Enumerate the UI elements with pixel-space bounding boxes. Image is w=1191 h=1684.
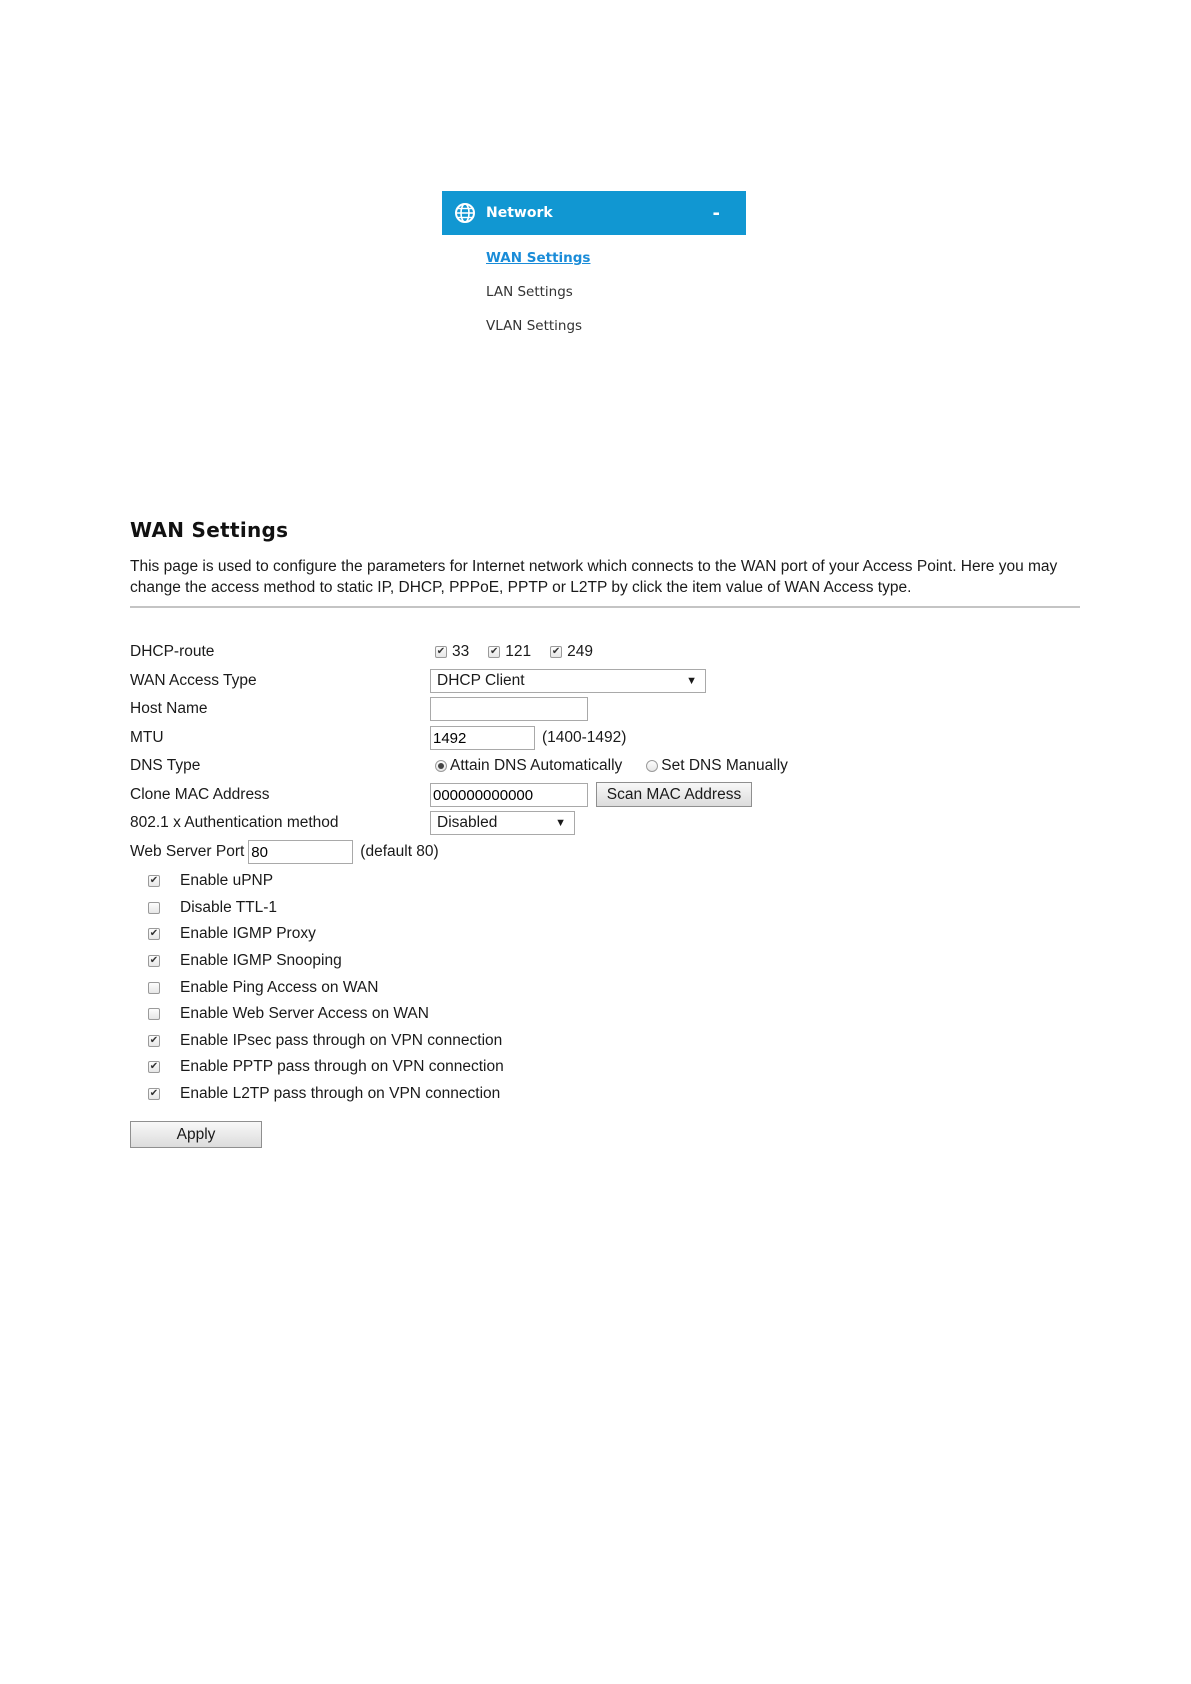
scan-mac-address-button[interactable]: Scan MAC Address: [596, 782, 752, 807]
auth-method-value: Disabled: [437, 814, 498, 832]
option-igmp-snooping: [148, 948, 1080, 975]
web-server-port-hint: (default 80): [360, 842, 439, 860]
enable-upnp-checkbox[interactable]: ✔: [149, 875, 159, 887]
ping-access-wan-checkbox[interactable]: [148, 982, 160, 994]
dns-auto-label: Attain DNS Automatically: [450, 757, 623, 775]
dhcp-route-row: [130, 638, 1080, 667]
dhcp-route-checkbox[interactable]: ✔: [551, 646, 561, 658]
option-igmp-proxy: [148, 921, 1080, 948]
web-server-access-wan-label: Enable Web Server Access on WAN: [180, 1005, 429, 1023]
wan-access-type-value: DHCP Client: [437, 671, 525, 689]
igmp-snooping-label: Enable IGMP Snooping: [180, 952, 342, 970]
dhcp-route-option: [488, 643, 531, 661]
dns-auto-option[interactable]: [435, 757, 622, 775]
mtu-range-hint: (1400-1492): [542, 728, 627, 746]
option-pptp-passthrough: [148, 1054, 1080, 1081]
auth-method-row: [130, 809, 1080, 838]
network-menu: [442, 191, 746, 343]
pptp-passthrough-checkbox[interactable]: ✔: [149, 1061, 159, 1073]
web-server-port-row: [130, 838, 1080, 867]
dhcp-route-checkbox[interactable]: ✔: [436, 646, 446, 658]
network-menu-title: Network: [486, 205, 553, 221]
menu-item-wan-settings[interactable]: WAN Settings: [486, 250, 591, 266]
igmp-proxy-label: Enable IGMP Proxy: [180, 925, 316, 943]
dns-manual-label: Set DNS Manually: [661, 757, 788, 775]
l2tp-passthrough-label: Enable L2TP pass through on VPN connection: [180, 1085, 501, 1103]
option-ping-access-wan: [148, 974, 1080, 1001]
dns-manual-radio[interactable]: [646, 760, 658, 772]
web-server-port-label: Web Server Port: [130, 842, 245, 860]
mtu-row: [130, 724, 1080, 753]
option-l2tp-passthrough: [148, 1081, 1080, 1108]
mtu-input[interactable]: [430, 726, 535, 750]
host-name-label: Host Name: [130, 700, 208, 718]
clone-mac-input[interactable]: [430, 783, 588, 807]
wan-access-type-select[interactable]: [430, 669, 706, 693]
dhcp-route-option: [435, 643, 469, 661]
ping-access-wan-label: Enable Ping Access on WAN: [180, 978, 379, 996]
dhcp-route-options: [430, 643, 607, 661]
page-description: This page is used to configure the parameters for Internet network which connects to the WAN port of your Access Point. Here you may change the access method to static IP, DHCP, PPPoE, PPTP or L2TP by click the item value of WAN Access type.: [130, 558, 1058, 596]
dhcp-route-value: 249: [567, 643, 593, 661]
apply-button[interactable]: Apply: [130, 1121, 262, 1148]
menu-item-vlan-settings[interactable]: VLAN Settings: [486, 318, 583, 334]
wan-options-list: [130, 868, 1080, 1107]
dhcp-route-checkbox[interactable]: ✔: [490, 646, 499, 658]
page-title: WAN Settings: [130, 518, 289, 542]
dhcp-route-option: [550, 643, 593, 661]
mtu-field: [430, 726, 626, 750]
enable-upnp-label: Enable uPNP: [180, 872, 274, 890]
clone-mac-label: Clone MAC Address: [130, 785, 270, 803]
dns-type-options: [430, 757, 812, 775]
clone-mac-field: [430, 782, 752, 807]
auth-method-select[interactable]: [430, 811, 575, 835]
wan-access-type-label: WAN Access Type: [130, 671, 257, 689]
host-name-row: [130, 695, 1080, 724]
dhcp-route-value: 33: [452, 643, 470, 661]
divider: [130, 606, 1080, 608]
option-enable-upnp: [148, 868, 1080, 895]
wan-settings-form: [130, 638, 1080, 1148]
option-web-server-access-wan: [148, 1001, 1080, 1028]
web-server-access-wan-checkbox[interactable]: [148, 1008, 160, 1020]
option-disable-ttl: [148, 895, 1080, 922]
triangle-down-icon: ▼: [555, 817, 566, 830]
pptp-passthrough-label: Enable PPTP pass through on VPN connection: [180, 1058, 504, 1076]
mtu-label: MTU: [130, 728, 164, 746]
dhcp-route-value: 121: [505, 643, 532, 661]
clone-mac-row: [130, 781, 1080, 810]
network-menu-items: [442, 241, 746, 343]
dns-auto-radio[interactable]: [435, 760, 447, 772]
disable-ttl-label: Disable TTL-1: [180, 898, 278, 916]
l2tp-passthrough-checkbox[interactable]: ✔: [149, 1088, 159, 1100]
disable-ttl-checkbox[interactable]: [148, 902, 160, 914]
triangle-down-icon: ▼: [686, 674, 697, 687]
network-menu-header[interactable]: [442, 191, 746, 235]
ipsec-passthrough-checkbox[interactable]: ✔: [149, 1034, 159, 1046]
globe-icon: [454, 202, 476, 224]
dns-type-label: DNS Type: [130, 757, 201, 775]
dns-manual-option[interactable]: [646, 757, 788, 775]
collapse-icon[interactable]: -: [712, 202, 720, 224]
option-ipsec-passthrough: [148, 1028, 1080, 1055]
dhcp-route-label: DHCP-route: [130, 643, 215, 661]
ipsec-passthrough-label: Enable IPsec pass through on VPN connection: [180, 1031, 503, 1049]
igmp-proxy-checkbox[interactable]: ✔: [149, 928, 159, 940]
web-server-port-input[interactable]: [248, 840, 353, 864]
igmp-snooping-checkbox[interactable]: ✔: [149, 955, 159, 967]
wan-access-type-row: [130, 667, 1080, 696]
menu-item-lan-settings[interactable]: LAN Settings: [486, 284, 573, 300]
auth-method-label: 802.1 x Authentication method: [130, 814, 339, 832]
wan-settings-page: [130, 518, 1080, 1148]
host-name-input[interactable]: [430, 697, 588, 721]
dns-type-row: [130, 752, 1080, 781]
